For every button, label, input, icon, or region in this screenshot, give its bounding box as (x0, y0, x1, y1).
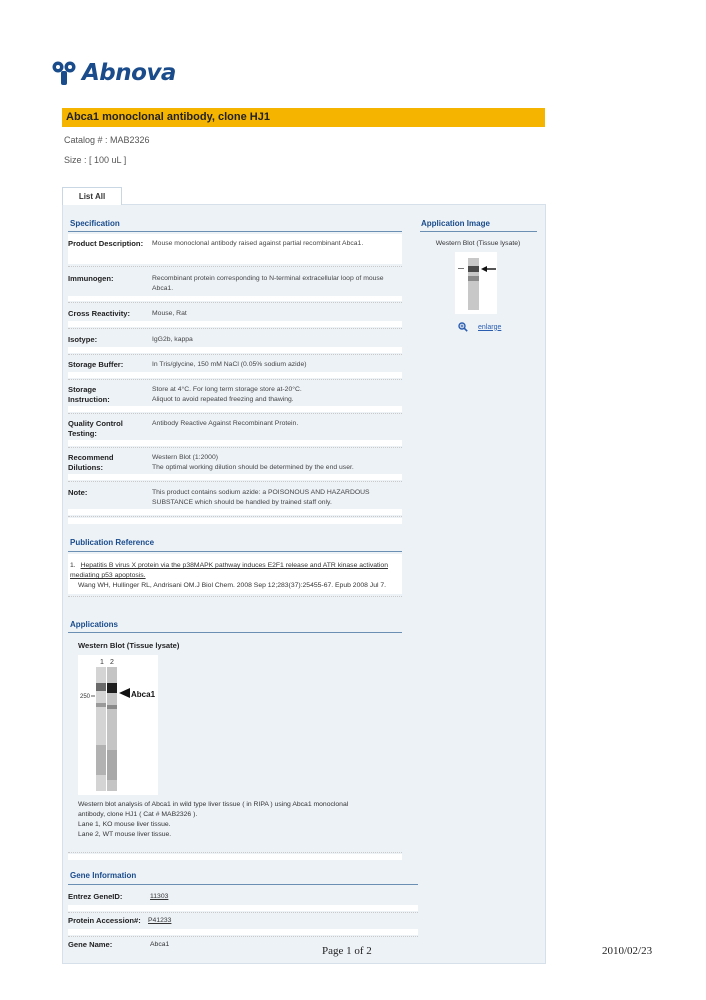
print-date: 2010/02/23 (602, 945, 653, 957)
applications-divider (68, 632, 402, 633)
row-separator (68, 379, 402, 380)
publication-item (70, 561, 404, 591)
gene-name-value: Abca1 (150, 941, 170, 948)
spec-row-band (68, 406, 402, 412)
spec-row-band (68, 518, 402, 524)
western-blot-thumbnail[interactable] (455, 252, 497, 314)
row-separator (68, 354, 402, 355)
spec-value: Store at 4°C. For long term storage store at-20°C. Aliquot to avoid repeated freezing and thawing. (152, 386, 302, 403)
spec-label: Product Description: (68, 239, 144, 248)
application-image-divider (420, 231, 537, 232)
spec-value: IgG2b, kappa (152, 336, 193, 343)
spec-label: Immunogen: (68, 274, 114, 283)
protein-accession-link[interactable]: P41233 (148, 917, 172, 924)
tab-list-all[interactable]: List All (62, 187, 122, 205)
applications-subheading: Western Blot (Tissue lysate) (78, 641, 180, 650)
catalog-number: Catalog # : MAB2326 (64, 135, 150, 145)
gene-info-divider (68, 884, 418, 885)
publication-citation: Wang WH, Hullinger RL, Andrisani OM.J Biol Chem. 2008 Sep 12;283(37):25455-67. Epub 2008 Jul 7. (78, 582, 387, 589)
product-size: Size : [ 100 uL ] (64, 155, 127, 165)
band-label-abca1: Abca1 (131, 690, 156, 699)
enlarge-label[interactable]: enlarge (478, 323, 502, 331)
abnova-logo[interactable] (50, 58, 176, 88)
spec-row-band (68, 474, 402, 480)
abnova-antibody-logo-icon (50, 59, 78, 87)
gene-label: Gene Name: (68, 940, 113, 949)
band (68, 905, 418, 911)
row-separator (68, 596, 402, 597)
row-separator (68, 936, 418, 937)
blot-caption (78, 800, 398, 840)
spec-row-band (68, 347, 402, 353)
row-separator (68, 912, 418, 913)
spec-row-band (68, 321, 402, 327)
band (68, 929, 418, 935)
product-title: Abca1 monoclonal antibody, clone HJ1 (62, 108, 545, 127)
gene-label: Entrez GeneID: (68, 892, 123, 901)
publication-heading: Publication Reference (70, 538, 155, 547)
caption-line: antibody, clone HJ1 ( Cat # MAB2326 ). (78, 811, 198, 818)
spec-value: Recombinant protein corresponding to N-terminal extracellular loop of mouse Abca1. (152, 275, 384, 292)
row-separator (68, 266, 402, 267)
caption-line: Western blot analysis of Abca1 in wild type liver tissue ( in RIPA ) using Abca1 monoclonal (78, 801, 349, 808)
spec-value: Mouse monoclonal antibody raised against partial recombinant Abca1. (152, 240, 364, 247)
lane-label-1: 1 (100, 659, 104, 666)
row-separator (68, 328, 402, 329)
publication-title-link[interactable]: Hepatitis B virus X protein via the p38MAPK pathway induces E2F1 release and ATR kinase activation mediating p53 apoptosis. (70, 562, 388, 579)
caption-line: Lane 2, WT mouse liver tissue. (78, 831, 172, 838)
magnifier-icon (458, 322, 468, 332)
application-image-caption: Western Blot (Tissue lysate) (435, 240, 521, 247)
specification-divider (68, 231, 402, 232)
spec-label: Quality Control Testing: (68, 419, 123, 438)
specification-heading: Specification (70, 219, 120, 228)
spec-label: Storage Buffer: (68, 360, 124, 369)
publication-number: 1. (70, 562, 76, 569)
western-blot-image[interactable] (78, 655, 158, 795)
spec-value: Antibody Reactive Against Recombinant Protein. (152, 420, 299, 427)
spec-row-band (68, 372, 402, 378)
spec-label: Note: (68, 488, 88, 497)
gene-label: Protein Accession#: (68, 916, 141, 925)
caption-line: Lane 1, KO mouse liver tissue. (78, 821, 171, 828)
spec-label: Storage Instruction: (68, 385, 110, 404)
spec-row-band (68, 440, 402, 446)
row-separator (68, 481, 402, 482)
spec-value: Mouse, Rat (152, 310, 187, 317)
entrez-gene-id-link[interactable]: 11303 (150, 893, 169, 900)
applications-heading: Applications (70, 620, 119, 629)
row-separator (68, 852, 402, 853)
spec-row-band (68, 296, 402, 301)
spec-label: Isotype: (68, 335, 98, 344)
spec-value: This product contains sodium azide: a POISONOUS AND HAZARDOUS SUBSTANCE which should be handled by trained staff only. (152, 489, 370, 506)
band (68, 854, 402, 860)
application-image-heading: Application Image (421, 219, 490, 228)
publication-divider (68, 551, 402, 552)
row-separator (68, 447, 402, 448)
spec-label: Recommend Dilutions: (68, 453, 114, 472)
row-separator (68, 302, 402, 303)
row-separator (68, 413, 402, 414)
spec-value: In Tris/glycine, 150 mM NaCl (0.05% sodium azide) (152, 361, 307, 368)
spec-value: Western Blot (1:2000) The optimal working dilution should be determined by the end user. (152, 454, 354, 471)
row-separator (68, 516, 402, 517)
marker-250-label: 250 (80, 694, 91, 700)
enlarge-link[interactable] (458, 322, 501, 332)
gene-info-heading: Gene Information (70, 871, 137, 880)
brand-name: Abnova (82, 60, 176, 86)
page-number: Page 1 of 2 (322, 945, 372, 957)
lane-label-2: 2 (110, 659, 114, 666)
spec-label: Cross Reactivity: (68, 309, 131, 318)
spec-row-band (68, 509, 402, 515)
